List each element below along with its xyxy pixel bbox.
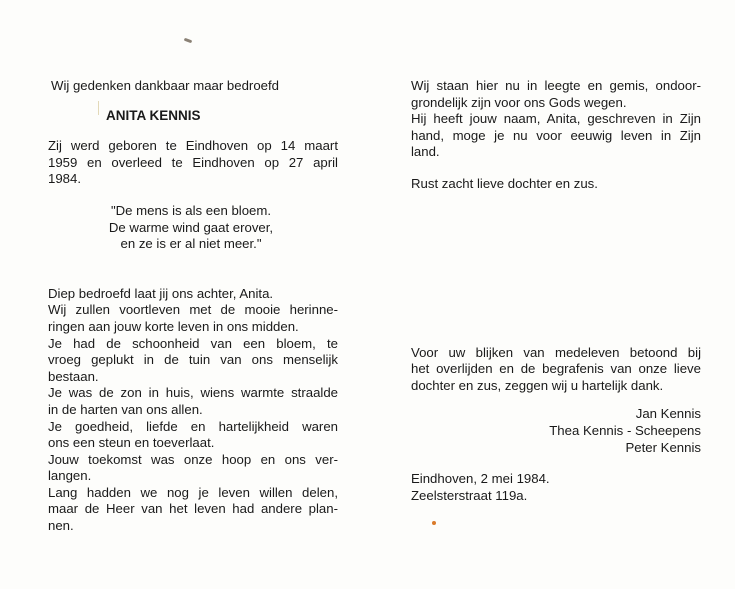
- birth-paragraph: [48, 138, 338, 188]
- deceased-name: ANITA KENNIS: [106, 107, 201, 123]
- poem: [48, 203, 296, 253]
- text-line: het overlijden en de begrafenis van onze lieve: [411, 361, 701, 377]
- text-line: Zij werd geboren te Eindhoven op 14 maart: [48, 138, 338, 154]
- rest-in-peace-text: Rust zacht lieve dochter en zus.: [411, 175, 598, 191]
- poem-line: "De mens is als een bloem.: [110, 202, 272, 218]
- text-line: hand, moge je nu voor eeuwig leven in Zijn: [411, 127, 701, 143]
- verse-paragraph: [411, 78, 701, 161]
- intro-text: Wij gedenken dankbaar maar bedroefd: [51, 78, 279, 93]
- place-date: Eindhoven, 2 mei 1984.: [411, 471, 550, 487]
- text-line: 1959 en overleed te Eindhoven op 27 april: [48, 154, 338, 170]
- text-line: in de harten van ons allen.: [48, 401, 203, 417]
- text-line: Diep bedroefd laat jij ons achter, Anita.: [48, 285, 274, 301]
- text-line: langen.: [48, 468, 92, 484]
- text-line: Je had de schoonheid van een bloem, te: [48, 335, 338, 351]
- text-line: Jouw toekomst was onze hoop en ons ver-: [48, 451, 338, 467]
- text-line: 1984.: [48, 171, 82, 187]
- text-line: Hij heeft jouw naam, Anita, geschreven in Zijn: [411, 111, 701, 127]
- left-column: [48, 78, 338, 535]
- text-line: Wij zullen voortleven met de mooie herinne-: [48, 302, 338, 318]
- poem-line: en ze is er al niet meer.": [120, 236, 262, 252]
- text-line: vroeg geplukt in de tuin van ons menselijk: [48, 352, 338, 368]
- street-address: Zeelsterstraat 119a.: [411, 487, 528, 503]
- text-line: maar de Heer van het leven had andere plan-: [48, 501, 338, 517]
- text-line: Voor uw blijken van medeleven betoond bij: [411, 344, 701, 360]
- text-line: nen.: [48, 518, 74, 534]
- text-line: bestaan.: [48, 368, 99, 384]
- poem-line: De warme wind gaat erover,: [108, 219, 274, 235]
- text-line: ringen aan jouw korte leven in ons midden.: [48, 318, 299, 334]
- text-line: Lang hadden we nog je leven willen delen,: [48, 484, 338, 500]
- text-line: Je goedheid, liefde en hartelijkheid waren: [48, 418, 338, 434]
- address-block: [411, 471, 701, 504]
- text-line: grondelijk zijn voor ons Gods wegen.: [411, 94, 627, 110]
- text-line: Wij staan hier nu in leegte en gemis, ondoor-: [411, 78, 701, 93]
- signer-name: Jan Kennis: [635, 406, 701, 422]
- text-line: dochter en zus, zeggen wij u hartelijk dank.: [411, 377, 664, 393]
- signers: [411, 406, 701, 456]
- text-line: ons een steun en toeverlaat.: [48, 435, 215, 451]
- paper-speck: [432, 521, 436, 525]
- thanks-paragraph: [411, 345, 701, 395]
- text-line: land.: [411, 144, 440, 160]
- paper-speck: [184, 38, 193, 44]
- signer-name: Peter Kennis: [625, 439, 701, 455]
- signer-name: Thea Kennis - Scheepens: [549, 422, 701, 438]
- remembrance-paragraph: [48, 286, 338, 535]
- text-line: Je was de zon in huis, wiens warmte straalde: [48, 385, 338, 401]
- right-column: [411, 78, 701, 504]
